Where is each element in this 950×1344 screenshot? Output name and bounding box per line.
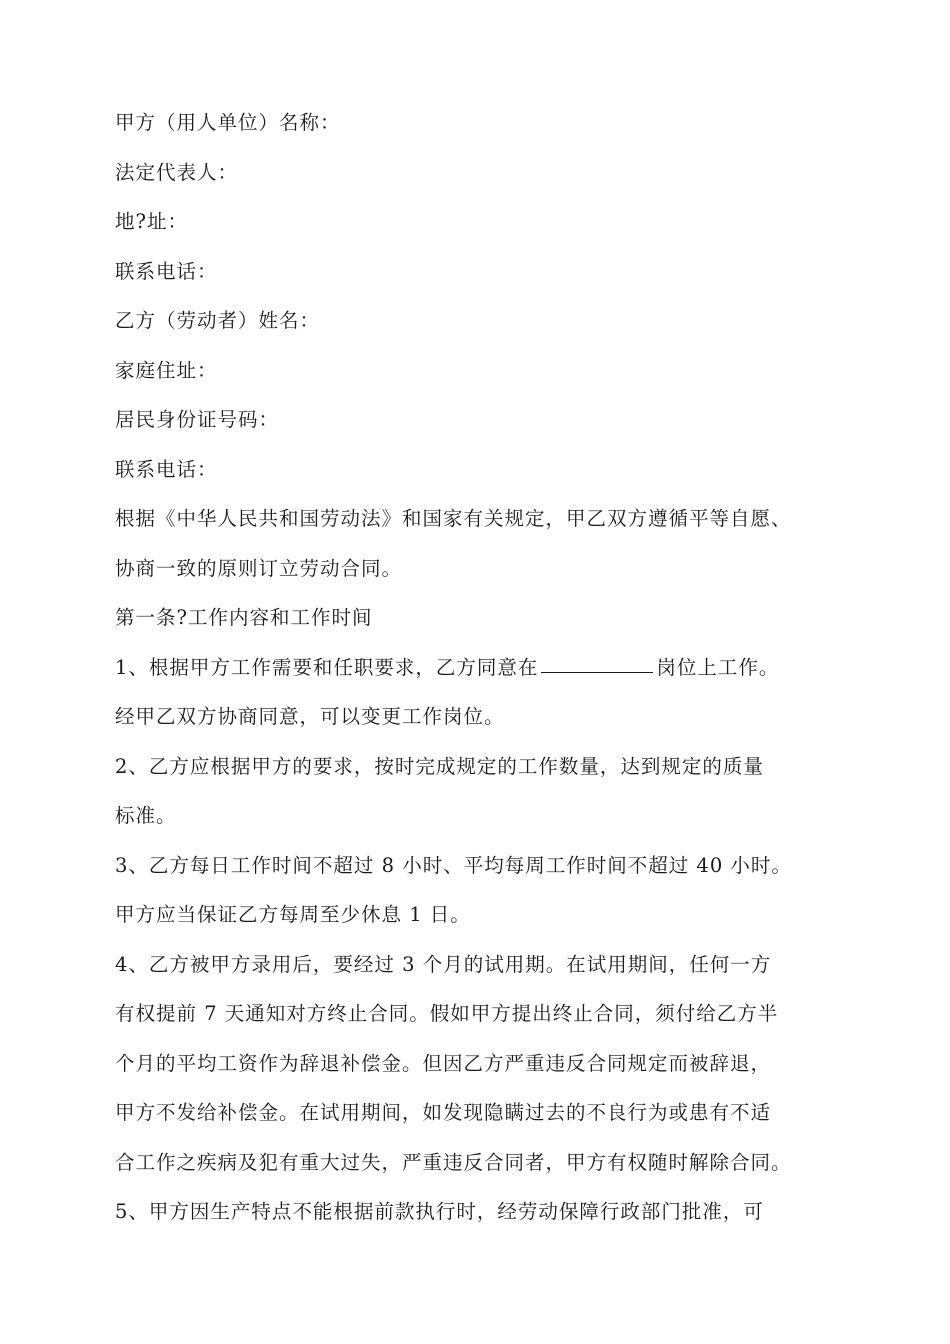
employee-home-address-line: 家庭住址： (115, 358, 218, 382)
preamble-line-1: 根据《中华人民共和国劳动法》和国家有关规定，甲乙双方遵循平等自愿、 (115, 507, 792, 530)
clause-2-line-2: 标准。 (115, 804, 177, 827)
clause-1-line (115, 643, 875, 693)
clause-4-line-1: 4、乙方被甲方录用后，要经过 3 个月的试用期。在试用期间，任何一方 (115, 952, 772, 976)
employee-id-number-line: 居民身份证号码： (115, 408, 280, 431)
clause-1-text-before: 1、根据甲方工作需要和任职要求，乙方同意在 (115, 655, 539, 679)
position-blank (541, 671, 653, 673)
clause-4-line-2: 有权提前 7 天通知对方终止合同。假如甲方提出终止合同，须付给乙方半 (115, 1002, 779, 1025)
employee-phone-line: 联系电话： (115, 457, 218, 481)
clause-3-line-1: 3、乙方每日工作时间不超过 8 小时、平均每周工作时间不超过 40 小时。 (115, 853, 792, 877)
clause-2-line-1: 2、乙方应根据甲方的要求，按时完成规定的工作数量，达到规定的质量 (115, 754, 764, 778)
employee-name-line: 乙方（劳动者）姓名： (115, 309, 321, 332)
clause-5-line-1: 5、甲方因生产特点不能根据前款执行时，经劳动保障行政部门批准，可 (115, 1200, 764, 1223)
legal-representative-line: 法定代表人： (115, 160, 239, 184)
employer-phone-line: 联系电话： (115, 259, 218, 283)
employer-name-line: 甲方（用人单位）名称： (115, 111, 341, 134)
clause-1-text-after: 岗位上工作。 (656, 655, 780, 679)
clause-4-line-4: 甲方不发给补偿金。在试用期间，如发现隐瞒过去的不良行为或患有不适 (115, 1101, 772, 1124)
preamble-line-2: 协商一致的原则订立劳动合同。 (115, 556, 403, 580)
document-body (115, 98, 875, 1237)
clause-4-line-3: 个月的平均工资作为辞退补偿金。但因乙方严重违反合同规定而被辞退， (115, 1051, 772, 1075)
employer-address-line: 地?址： (115, 210, 188, 233)
article-1-heading: 第一条?工作内容和工作时间 (115, 606, 373, 629)
clause-1-continued: 经甲乙双方协商同意，可以变更工作岗位。 (115, 705, 505, 728)
clause-4-line-5: 合工作之疾病及犯有重大过失，严重违反合同者，甲方有权随时解除合同。 (115, 1150, 792, 1174)
clause-3-line-2: 甲方应当保证乙方每周至少休息 1 日。 (115, 903, 471, 926)
